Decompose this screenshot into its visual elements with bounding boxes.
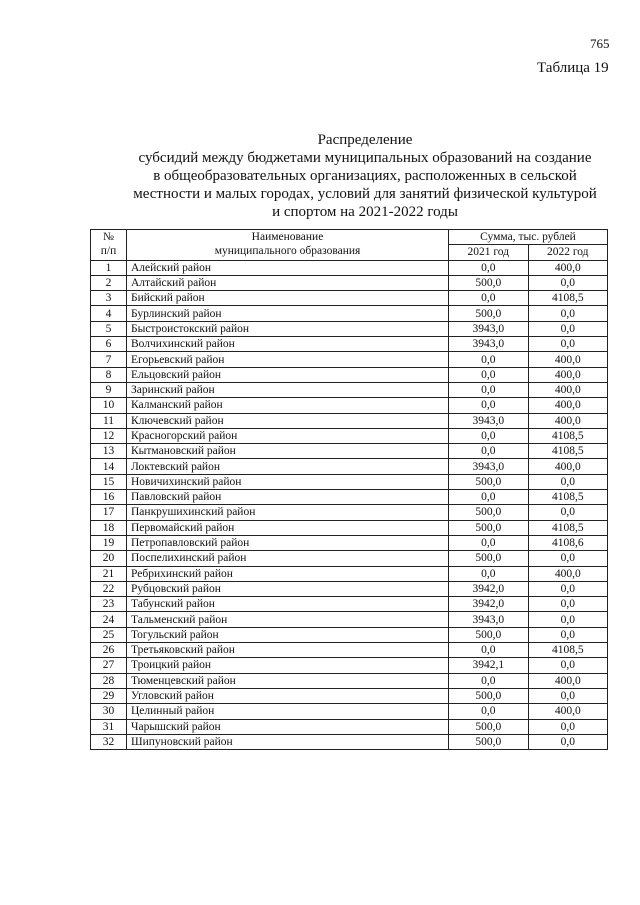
table-row	[91, 658, 608, 673]
row-number: 10	[91, 398, 127, 413]
row-number: 6	[91, 337, 127, 352]
header-year-2022: 2022 год	[528, 245, 608, 260]
row-amount-2022: 400,0	[528, 382, 608, 397]
row-number: 31	[91, 719, 127, 734]
table-row	[91, 597, 608, 612]
row-number: 27	[91, 658, 127, 673]
table-row	[91, 367, 608, 382]
row-municipality-name: Ключевский район	[127, 413, 449, 428]
row-amount-2022: 4108,5	[528, 444, 608, 459]
row-number: 32	[91, 734, 127, 749]
row-amount-2021: 3943,0	[449, 337, 529, 352]
row-amount-2022: 400,0	[528, 459, 608, 474]
row-amount-2021: 3942,0	[449, 597, 529, 612]
table-row	[91, 673, 608, 688]
table-row	[91, 398, 608, 413]
row-number: 15	[91, 474, 127, 489]
row-amount-2021: 0,0	[449, 643, 529, 658]
row-municipality-name: Троицкий район	[127, 658, 449, 673]
row-amount-2022: 0,0	[528, 597, 608, 612]
row-municipality-name: Целинный район	[127, 704, 449, 719]
row-amount-2022: 0,0	[528, 321, 608, 336]
row-amount-2022: 400,0	[528, 566, 608, 581]
row-municipality-name: Ребрихинский район	[127, 566, 449, 581]
table-row	[91, 474, 608, 489]
row-amount-2022: 0,0	[528, 719, 608, 734]
row-amount-2021: 0,0	[449, 382, 529, 397]
row-amount-2022: 0,0	[528, 658, 608, 673]
row-municipality-name: Панкрушихинский район	[127, 505, 449, 520]
row-amount-2022: 4108,5	[528, 643, 608, 658]
row-municipality-name: Первомайский район	[127, 520, 449, 535]
row-amount-2021: 3942,1	[449, 658, 529, 673]
row-amount-2022: 0,0	[528, 688, 608, 703]
table-row	[91, 444, 608, 459]
table-row	[91, 551, 608, 566]
header-year-2021: 2021 год	[449, 245, 529, 260]
row-municipality-name: Егорьевский район	[127, 352, 449, 367]
title-line: Распределение	[317, 132, 413, 148]
header-number-top: №	[103, 231, 114, 243]
row-amount-2021: 0,0	[449, 673, 529, 688]
table-row	[91, 382, 608, 397]
row-number: 16	[91, 490, 127, 505]
row-number: 28	[91, 673, 127, 688]
row-amount-2021: 500,0	[449, 627, 529, 642]
row-number: 29	[91, 688, 127, 703]
row-amount-2022: 4108,5	[528, 520, 608, 535]
row-number: 24	[91, 612, 127, 627]
row-municipality-name: Бурлинский район	[127, 306, 449, 321]
page-number: 765	[590, 36, 610, 51]
row-number: 12	[91, 428, 127, 443]
row-municipality-name: Петропавловский район	[127, 535, 449, 550]
row-municipality-name: Ельцовский район	[127, 367, 449, 382]
row-amount-2022: 400,0	[528, 413, 608, 428]
row-amount-2021: 500,0	[449, 275, 529, 290]
row-number: 1	[91, 260, 127, 275]
header-name-bottom: муниципального образования	[214, 245, 361, 257]
row-amount-2022: 0,0	[528, 627, 608, 642]
row-amount-2022: 400,0	[528, 398, 608, 413]
row-number: 9	[91, 382, 127, 397]
row-amount-2021: 0,0	[449, 398, 529, 413]
row-amount-2022: 400,0	[528, 260, 608, 275]
table-row	[91, 459, 608, 474]
row-amount-2021: 500,0	[449, 551, 529, 566]
row-amount-2021: 500,0	[449, 520, 529, 535]
row-amount-2021: 3943,0	[449, 321, 529, 336]
table-row	[91, 490, 608, 505]
row-municipality-name: Третьяковский район	[127, 643, 449, 658]
row-number: 22	[91, 581, 127, 596]
title-line: субсидий между бюджетами муниципальных образований на создание	[138, 150, 592, 166]
document-title	[100, 131, 630, 221]
row-amount-2022: 4108,6	[528, 535, 608, 550]
row-number: 2	[91, 275, 127, 290]
row-municipality-name: Бийский район	[127, 291, 449, 306]
row-amount-2021: 0,0	[449, 428, 529, 443]
row-municipality-name: Рубцовский район	[127, 581, 449, 596]
header-name-top: Наименование	[251, 231, 324, 243]
row-amount-2021: 0,0	[449, 535, 529, 550]
row-amount-2021: 0,0	[449, 444, 529, 459]
table-row	[91, 275, 608, 290]
header-name	[127, 230, 449, 261]
table-row	[91, 581, 608, 596]
table-row	[91, 260, 608, 275]
row-number: 13	[91, 444, 127, 459]
row-amount-2022: 400,0	[528, 673, 608, 688]
row-municipality-name: Павловский район	[127, 490, 449, 505]
row-municipality-name: Алейский район	[127, 260, 449, 275]
row-municipality-name: Красногорский район	[127, 428, 449, 443]
row-number: 4	[91, 306, 127, 321]
row-number: 21	[91, 566, 127, 581]
row-amount-2021: 500,0	[449, 474, 529, 489]
row-amount-2022: 0,0	[528, 474, 608, 489]
row-amount-2021: 3942,0	[449, 581, 529, 596]
table-row	[91, 505, 608, 520]
subsidy-table	[90, 229, 608, 750]
row-amount-2022: 4108,5	[528, 490, 608, 505]
table-row	[91, 627, 608, 642]
row-amount-2021: 0,0	[449, 566, 529, 581]
row-number: 23	[91, 597, 127, 612]
row-number: 18	[91, 520, 127, 535]
row-municipality-name: Чарышский район	[127, 719, 449, 734]
row-number: 3	[91, 291, 127, 306]
title-line: и спортом на 2021-2022 годы	[272, 204, 458, 220]
row-municipality-name: Угловский район	[127, 688, 449, 703]
row-number: 14	[91, 459, 127, 474]
row-amount-2021: 0,0	[449, 260, 529, 275]
row-amount-2022: 4108,5	[528, 291, 608, 306]
row-amount-2022: 0,0	[528, 581, 608, 596]
table-row	[91, 704, 608, 719]
table-row	[91, 612, 608, 627]
row-amount-2021: 0,0	[449, 291, 529, 306]
table-row	[91, 306, 608, 321]
table-label: Таблица 19	[537, 60, 609, 76]
table-row	[91, 352, 608, 367]
row-municipality-name: Новичихинский район	[127, 474, 449, 489]
row-municipality-name: Тальменский район	[127, 612, 449, 627]
row-municipality-name: Тогульский район	[127, 627, 449, 642]
row-municipality-name: Волчихинский район	[127, 337, 449, 352]
table-row	[91, 688, 608, 703]
row-municipality-name: Алтайский район	[127, 275, 449, 290]
table-row	[91, 566, 608, 581]
row-number: 8	[91, 367, 127, 382]
row-amount-2022: 0,0	[528, 505, 608, 520]
row-number: 7	[91, 352, 127, 367]
row-municipality-name: Табунский район	[127, 597, 449, 612]
table-row	[91, 413, 608, 428]
table-header	[91, 230, 608, 261]
row-number: 30	[91, 704, 127, 719]
row-amount-2021: 500,0	[449, 505, 529, 520]
row-number: 25	[91, 627, 127, 642]
row-amount-2021: 500,0	[449, 306, 529, 321]
row-amount-2022: 0,0	[528, 337, 608, 352]
row-municipality-name: Кытмановский район	[127, 444, 449, 459]
table-body	[91, 260, 608, 750]
row-number: 26	[91, 643, 127, 658]
row-number: 20	[91, 551, 127, 566]
row-number: 17	[91, 505, 127, 520]
row-amount-2022: 0,0	[528, 551, 608, 566]
header-number	[91, 230, 127, 261]
row-amount-2022: 0,0	[528, 612, 608, 627]
header-sum: Сумма, тыс. рублей	[449, 230, 608, 245]
table-row	[91, 428, 608, 443]
row-amount-2022: 400,0	[528, 704, 608, 719]
table-row	[91, 734, 608, 749]
header-number-bottom: п/п	[100, 245, 117, 257]
row-amount-2022: 0,0	[528, 275, 608, 290]
row-amount-2021: 3943,0	[449, 612, 529, 627]
row-amount-2022: 0,0	[528, 734, 608, 749]
row-municipality-name: Быстроистокский район	[127, 321, 449, 336]
row-amount-2021: 3943,0	[449, 459, 529, 474]
row-amount-2022: 0,0	[528, 306, 608, 321]
row-amount-2021: 3943,0	[449, 413, 529, 428]
row-amount-2021: 500,0	[449, 688, 529, 703]
row-amount-2021: 0,0	[449, 704, 529, 719]
table-row	[91, 535, 608, 550]
row-amount-2021: 0,0	[449, 490, 529, 505]
row-number: 5	[91, 321, 127, 336]
row-municipality-name: Калманский район	[127, 398, 449, 413]
row-amount-2021: 0,0	[449, 367, 529, 382]
row-amount-2022: 400,0	[528, 367, 608, 382]
row-municipality-name: Локтевский район	[127, 459, 449, 474]
row-number: 19	[91, 535, 127, 550]
table-row	[91, 719, 608, 734]
row-municipality-name: Поспелихинский район	[127, 551, 449, 566]
row-amount-2021: 500,0	[449, 719, 529, 734]
table-row	[91, 291, 608, 306]
table-row	[91, 643, 608, 658]
row-amount-2021: 500,0	[449, 734, 529, 749]
row-municipality-name: Шипуновский район	[127, 734, 449, 749]
row-amount-2022: 4108,5	[528, 428, 608, 443]
table-row	[91, 337, 608, 352]
row-amount-2022: 400,0	[528, 352, 608, 367]
title-line: местности и малых городах, условий для занятий физической культурой	[133, 186, 597, 202]
row-municipality-name: Заринский район	[127, 382, 449, 397]
table-row	[91, 321, 608, 336]
row-amount-2021: 0,0	[449, 352, 529, 367]
row-number: 11	[91, 413, 127, 428]
title-line: в общеобразовательных организациях, расположенных в сельской	[153, 168, 577, 184]
table-row	[91, 520, 608, 535]
row-municipality-name: Тюменцевский район	[127, 673, 449, 688]
